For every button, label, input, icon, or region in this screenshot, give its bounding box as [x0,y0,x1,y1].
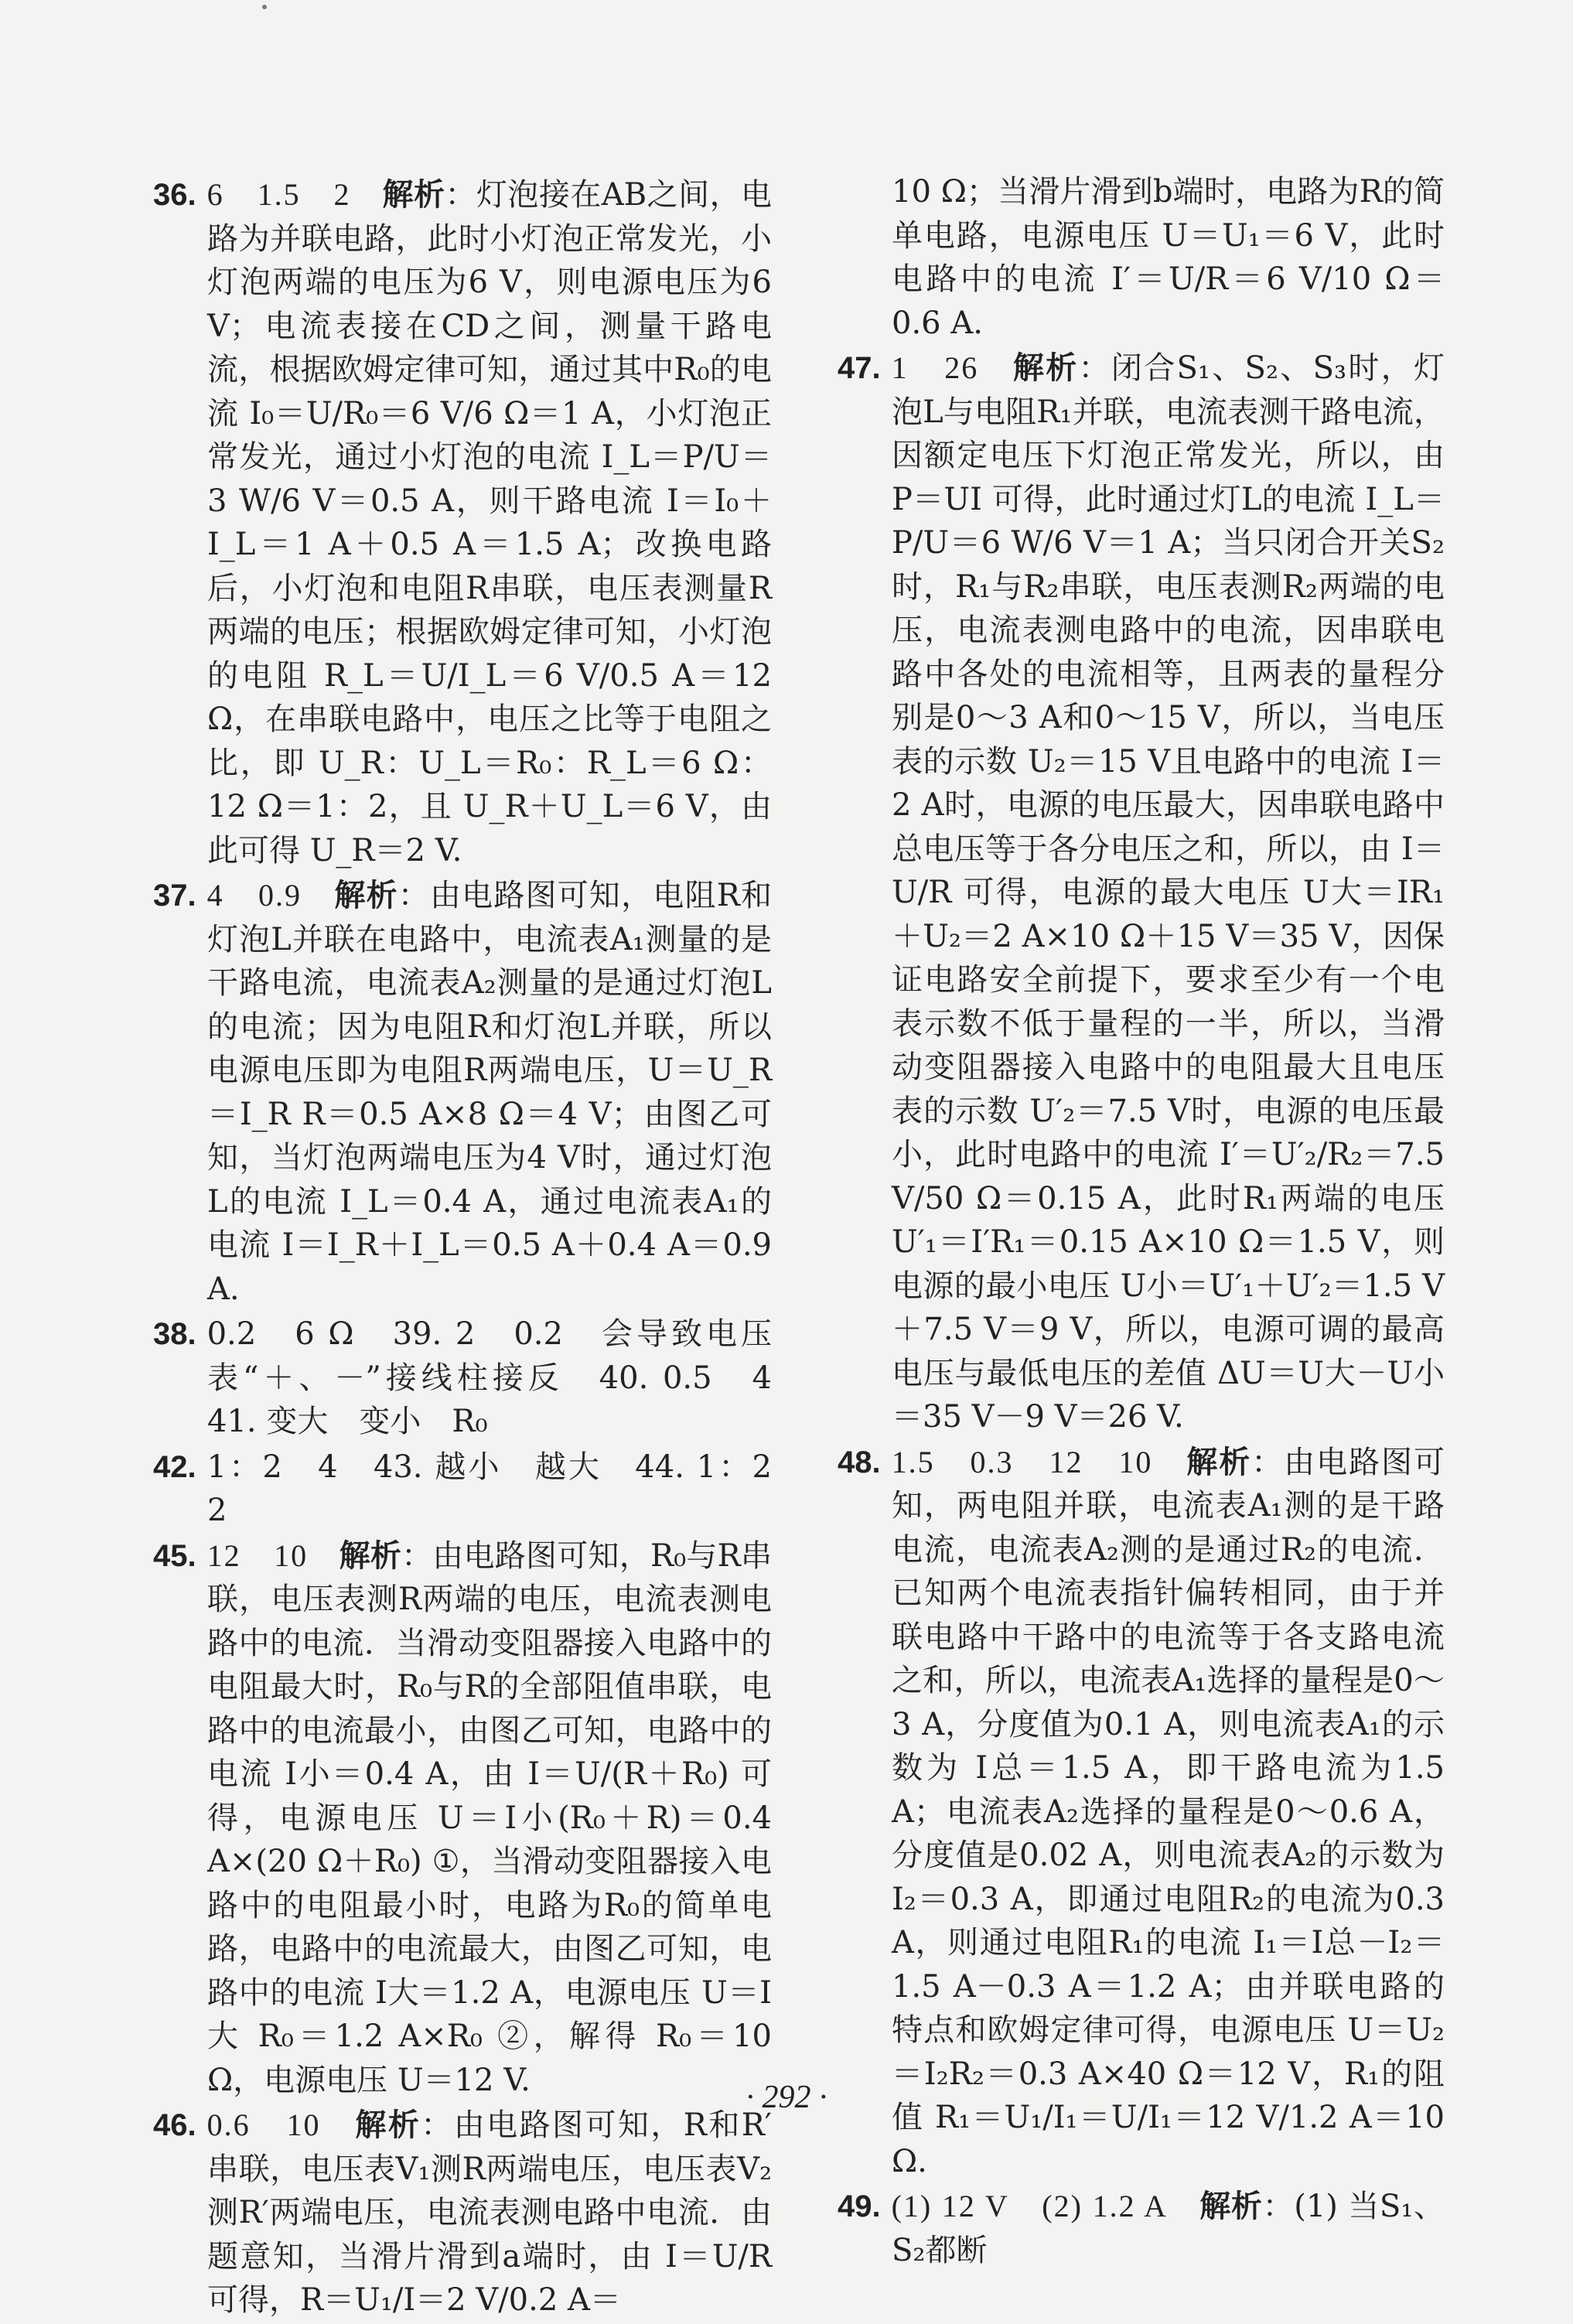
answer-values: 1.5 0.3 12 10 [891,1444,1153,1479]
answer-entry [153,173,772,872]
answer-entry [153,1312,803,1444]
analysis-keyword: 解析 [1199,2189,1263,2223]
question-number: 46. [153,2108,196,2142]
question-number: 48. [838,1445,881,1479]
explanation-text: ：由电路图可知，R和R′串联，电压表V₁测R两端电压，电压表V₂测R′两端电压，电流表测电路中电流．由题意知，当滑片滑到a端时，由 I＝U/R 可得，R＝U₁/I＝2 V/0.2 A＝ [207,2107,773,2318]
question-number: 37. [153,879,196,913]
explanation-text: ：闭合S₁、S₂、S₃时，灯泡L与电阻R₁并联，电流表测干路电流，因额定电压下灯泡正常发光，所以，由 P＝UI 可得，此时通过灯L的电流 I_L＝P/U＝6 W/6 V＝1 A；当只闭合开关S₂时，R₁与R₂串联，电压表测R₂两端的电压，电流表测电路中的电流，因串联电路中各处的电流相等，且两表的量程分别是0～3 A和0～15 V，所以，当电压表的示数 U₂＝15 V且电路中的电流 I＝2 A时，电源的电压最大，因串联电路中总电压等于各分电压之和，所以，由 I＝U/R 可得，电源的最大电压 U大＝IR₁＋U₂＝2 A×10 Ω＋15 V＝35 V，因保证电路安全前提下，要求至少有一个电表示数不低于量程的一半，所以，当滑动变阻器接入电路中的电阻最大且电压表的示数 U′₂＝7.5 V时，电源的电压最小，此时电路中的电流 I′＝U′₂/R₂＝7.5 V/50 Ω＝0.15 A，此时R₁两端的电压 U′₁＝I′R₁＝0.15 A×10 Ω＝1.5 V，则电源的最小电压 U小＝U′₁＋U′₂＝1.5 V＋7.5 V＝9 V，所以，电源可调的最高电压与最低电压的差值 ΔU＝U大－U小＝35 V－9 V＝26 V. [892,350,1445,1435]
explanation-text: 1：2 4 43. 越小 越大 44. 1：2 2 [206,1449,803,1528]
answer-entry [153,1534,772,2103]
answer-values: 1 26 [891,350,979,385]
answer-entry [838,170,1445,345]
answer-entry [153,874,772,1311]
explanation-text: 10 Ω；当滑片滑到b端时，电路为R的简单电路，电源电压 U＝U₁＝6 V，此时电路中的电流 I′＝U/R＝6 V/10 Ω＝0.6 A. [892,174,1445,341]
right-column [838,170,1445,2274]
answer-entry [153,1445,803,1533]
question-number: 36. [153,178,196,212]
answer-values: 0.6 10 [206,2107,321,2142]
question-number: 49. [838,2189,881,2223]
explanation-text: ：由电路图可知，R₀与R串联，电压表测R两端的电压，电流表测电路中的电流．当滑动变阻器接入电路中的电阻最大时，R₀与R的全部阻值串联，电路中的电流最小，由图乙可知，电路中的电流 I小＝0.4 A，由 I＝U/(R＋R₀) 可得，电源电压 U＝I小(R₀＋R)＝0.4 A×(20 Ω＋R₀) ①，当滑动变阻器接入电路中的电阻最小时，电路为R₀的简单电路，电路中的电流最大，由图乙可知，电路中的电流 I大＝1.2 A，电源电压 U＝I大 R₀＝1.2 A×R₀ ②，解得 R₀＝10 Ω，电源电压 U＝12 V. [207,1537,772,2098]
answer-entry [153,2104,772,2322]
explanation-text: ：由电路图可知，电阻R和灯泡L并联在电路中，电流表A₁测量的是干路电流，电流表A₂测量的是通过灯泡L的电流；因为电阻R和灯泡L并联，所以电源电压即为电阻R两端电压，U＝U_R＝I_R R＝0.5 A×8 Ω＝4 V；由图乙可知，当灯泡两端电压为4 V时，通过灯泡L的电流 I_L＝0.4 A，通过电流表A₁的电流 I＝I_R＋I_L＝0.5 A＋0.4 A＝0.9 A. [207,878,773,1307]
question-number: 45. [153,1538,196,1573]
scan-speck [262,5,267,9]
page-number: · 292 · [746,2080,827,2115]
explanation-text: 0.2 6 Ω 39. 2 0.2 会导致电压表“＋、－”接线柱接反 40. 0.5 4 41. 变大 变小 R₀ [206,1316,803,1439]
answer-entry [838,346,1445,1439]
analysis-keyword: 解析 [334,879,398,913]
answer-values: 12 10 [206,1537,309,1573]
answer-entry [838,2185,1445,2272]
analysis-keyword: 解析 [339,1538,402,1573]
answer-values: 4 0.9 [206,878,302,913]
explanation-text: ：(1) 当S₁、S₂都断 [892,2189,1445,2268]
explanation-text: ：由电路图可知，两电阻并联，电流表A₁测的是干路电流，电流表A₂测的是通过R₂的电流．已知两个电流表指针偏转相同，由于并联电路中干路中的电流等于各支路电流之和，所以，电流表A₁选择的量程是0～3 A，分度值为0.1 A，则电流表A₁的示数为 I总＝1.5 A，即干路电流为1.5 A；电流表A₂选择的量程是0～0.6 A，分度值是0.02 A，则电流表A₂的示数为 I₂＝0.3 A，即通过电阻R₂的电流为0.3 A，则通过电阻R₁的电流 I₁＝I总－I₂＝1.5 A－0.3 A＝1.2 A；由并联电路的特点和欧姆定律可得，电源电压 U＝U₂＝I₂R₂＝0.3 A×40 Ω＝12 V，R₁的阻值 R₁＝U₁/I₁＝U/I₁＝12 V/1.2 A＝10 Ω. [892,1444,1445,2179]
answer-entry [838,1441,1445,2184]
answer-values: 6 1.5 2 [206,177,351,212]
question-number: 47. [838,351,881,385]
explanation-text: ：灯泡接在AB之间，电路为并联电路，此时小灯泡正常发光，小灯泡两端的电压为6 V，则电源电压为6 V；电流表接在CD之间，测量干路电流，根据欧姆定律可知，通过其中R₀的电流 I₀＝U/R₀＝6 V/6 Ω＝1 A，小灯泡正常发光，通过小灯泡的电流 I_L＝P/U＝3 W/6 V＝0.5 A，则干路电流 I＝I₀＋I_L＝1 A＋0.5 A＝1.5 A；改换电路后，小灯泡和电阻R串联，电压表测量R两端的电压；根据欧姆定律可知，小灯泡的电阻 R_L＝U/I_L＝6 V/0.5 A＝12 Ω，在串联电路中，电压之比等于电阻之比，即 U_R：U_L＝R₀：R_L＝6 Ω：12 Ω＝1：2，且 U_R＋U_L＝6 V，由此可得 U_R＝2 V. [207,177,773,869]
analysis-keyword: 解析 [1186,1445,1252,1479]
answer-values: (1) 12 V (2) 1.2 A [891,2189,1168,2223]
question-number: 42. [153,1449,196,1484]
question-number: 38. [153,1317,196,1351]
analysis-keyword: 解析 [382,178,445,212]
analysis-keyword: 解析 [1012,351,1079,385]
analysis-keyword: 解析 [355,2108,421,2142]
